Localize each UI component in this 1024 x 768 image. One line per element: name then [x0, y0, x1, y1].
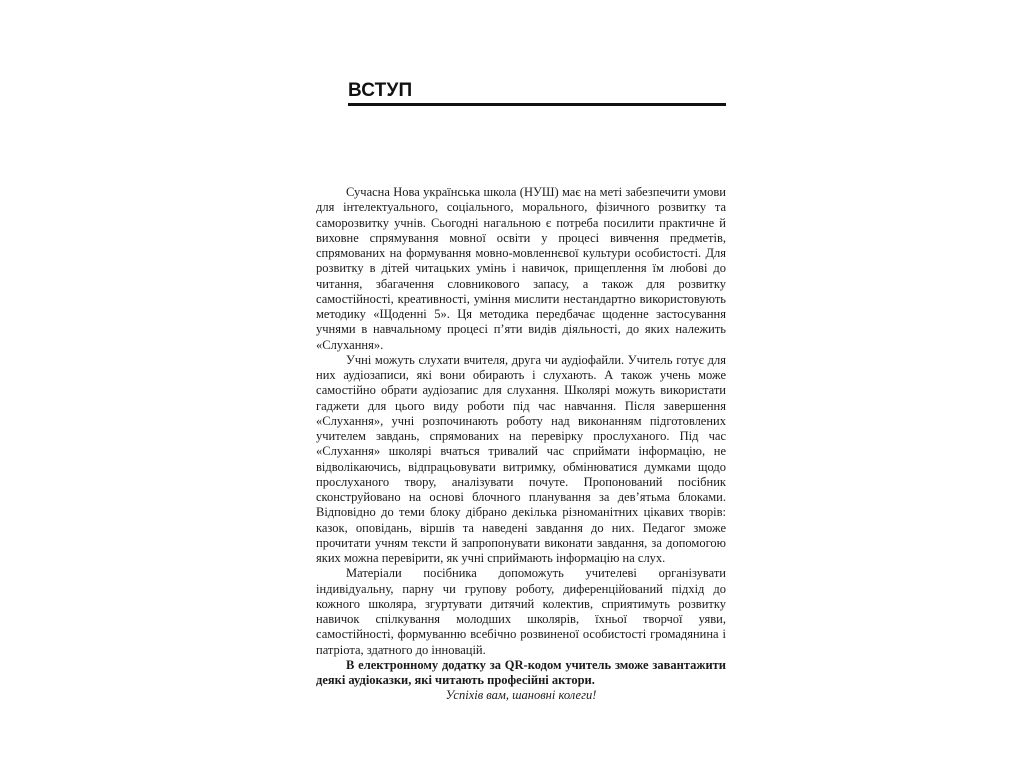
paragraph-intro: Сучасна Нова українська школа (НУШ) має на меті забезпечити умови для інтелектуального, соціального, морального, фізичного розвитку та саморозвитку учнів. Сьогодні нагальною є потреба посилити практичне й виховне спрямування мовної освіти у процесі вивчення предметів, спрямованих на формування мовно-мовленнєвої культури особистості. Для розвитку в дітей читацьких умінь і навичок, прищеплення їм любові до читання, збагачення словникового запасу, а також для розвитку самостійності, креативності, уміння мислити нестандартно використовують методику «Щоденні 5». Ця методика передбачає щоденне застосування учнями в навчальному процесі п’яти видів діяльності, до яких належить «Слухання». [316, 185, 726, 352]
closing-wish: Успіхів вам, шановні колеги! [445, 688, 597, 703]
title-underline [348, 103, 726, 106]
paragraph-materials: Матеріали посібника допоможуть учителеві організувати індивідуальну, парну чи групову роботу, диференційований підхід до кожного школяра, згуртувати дитячий колектив, сприятимуть розвитку навичок спілкування молодших школярів, їхньої творчої уяви, самостійності, формуванню всебічно розвиненої особистості громадянина і патріота, здатного до інновацій. [316, 566, 726, 657]
section-title: ВСТУП [348, 80, 413, 101]
paragraph-listening: Учні можуть слухати вчителя, друга чи аудіофайли. Учитель готує для них аудіозаписи, які вони обирають і слухають. А також учень може самостійно обрати аудіозапис для слухання. Школярі можуть використати гаджети для цього виду роботи під час навчання. Після завершення «Слухання», учні розпочинають роботу над виконанням підготовлених учителем завдань, спрямованих на перевірку прослуханого. Під час «Слухання» школярі вчаться тривалий час сприймати інформацію, не відволікаючись, відпрацьовувати витримку, обмінюватися думками щодо прослуханого твору, аналізувати почуте. Пропонований посібник сконструйовано на основі блочного планування за дев’ятьма блоками. Відповідно до теми блоку дібрано декілька різноманітних цікавих творів: казок, оповідань, віршів та наведені завдання до них. Педагог зможе прочитати учням тексти й запропонувати виконати завдання, за допомогою яких можна перевірити, як учні сприймають інформацію на слух. [316, 352, 726, 565]
body-text [316, 185, 726, 704]
paragraph-qr-note: В електронному додатку за QR-кодом учитель зможе завантажити деякі аудіоказки, які читають професійні актори. [316, 657, 726, 687]
